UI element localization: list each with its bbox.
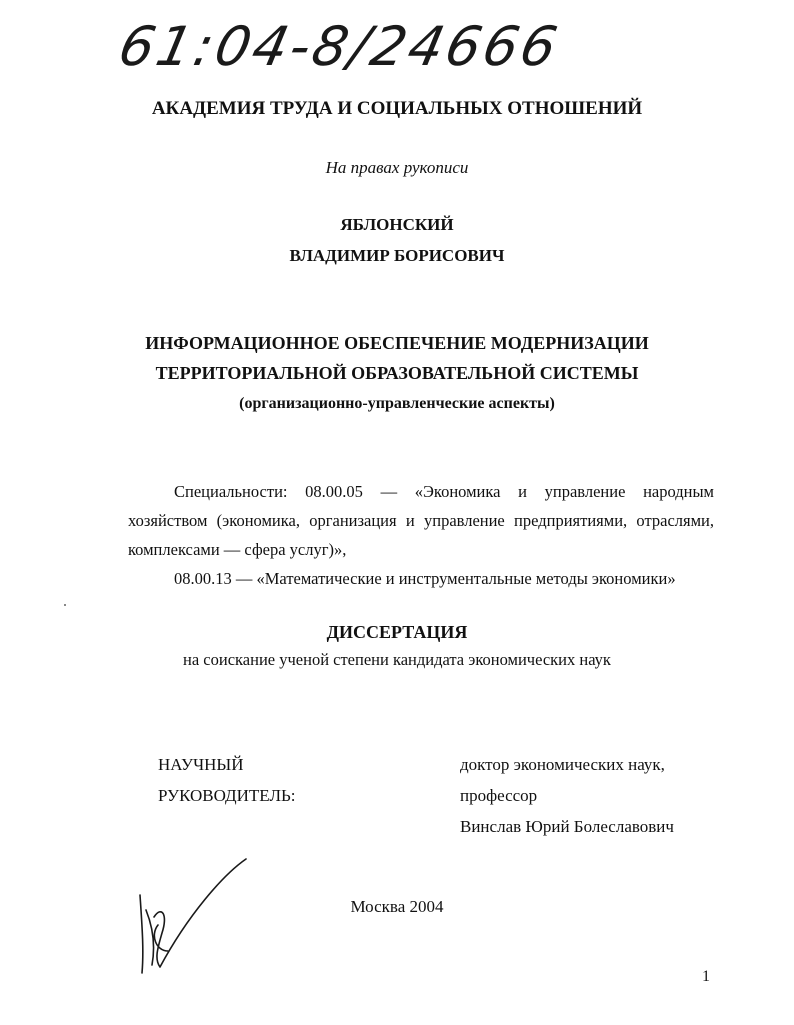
thesis-subtitle: (организационно-управленческие аспекты) (239, 395, 555, 412)
specialty-first: Специальности: 08.00.05 — «Экономика и управление народным хозяйством (экономика, организация и управление предприятиями, отраслями, комплексами — сфера услуг)», (128, 482, 714, 559)
page-number: 1 (702, 968, 710, 985)
scan-speck (64, 604, 66, 606)
specialty-second: 08.00.13 — «Математические и инструментальные методы экономики» (174, 569, 676, 588)
supervisor-label-line-1: НАУЧНЫЙ (158, 755, 244, 774)
academy-name: АКАДЕМИЯ ТРУДА И СОЦИАЛЬНЫХ ОТНОШЕНИЙ (151, 98, 643, 119)
city-year: Москва 2004 (350, 897, 444, 916)
dissertation-label: ДИССЕРТАЦИЯ (326, 622, 468, 642)
supervisor-label-line-2: РУКОВОДИТЕЛЬ: (158, 786, 296, 805)
supervisor-position: профессор (460, 786, 538, 805)
thesis-title-line-1: ИНФОРМАЦИОННОЕ ОБЕСПЕЧЕНИЕ МОДЕРНИЗАЦИИ (145, 333, 649, 353)
handwritten-signature (128, 855, 258, 980)
degree-sought: на соискание ученой степени кандидата экономических наук (183, 650, 611, 669)
specialties-block (128, 477, 714, 593)
supervisor-degree: доктор экономических наук, (460, 755, 665, 774)
manuscript-rights-note: На правах рукописи (325, 158, 469, 177)
supervisor-name: Винслав Юрий Болеславович (460, 817, 674, 836)
thesis-title-line-2: ТЕРРИТОРИАЛЬНОЙ ОБРАЗОВАТЕЛЬНОЙ СИСТЕМЫ (155, 363, 639, 383)
author-surname: ЯБЛОНСКИЙ (340, 215, 454, 234)
author-name: ВЛАДИМИР БОРИСОВИЧ (289, 246, 505, 265)
supervisor-details (460, 749, 674, 842)
supervisor-label (158, 749, 295, 811)
handwritten-archive-code: 61:04-8/24666 (113, 15, 566, 78)
